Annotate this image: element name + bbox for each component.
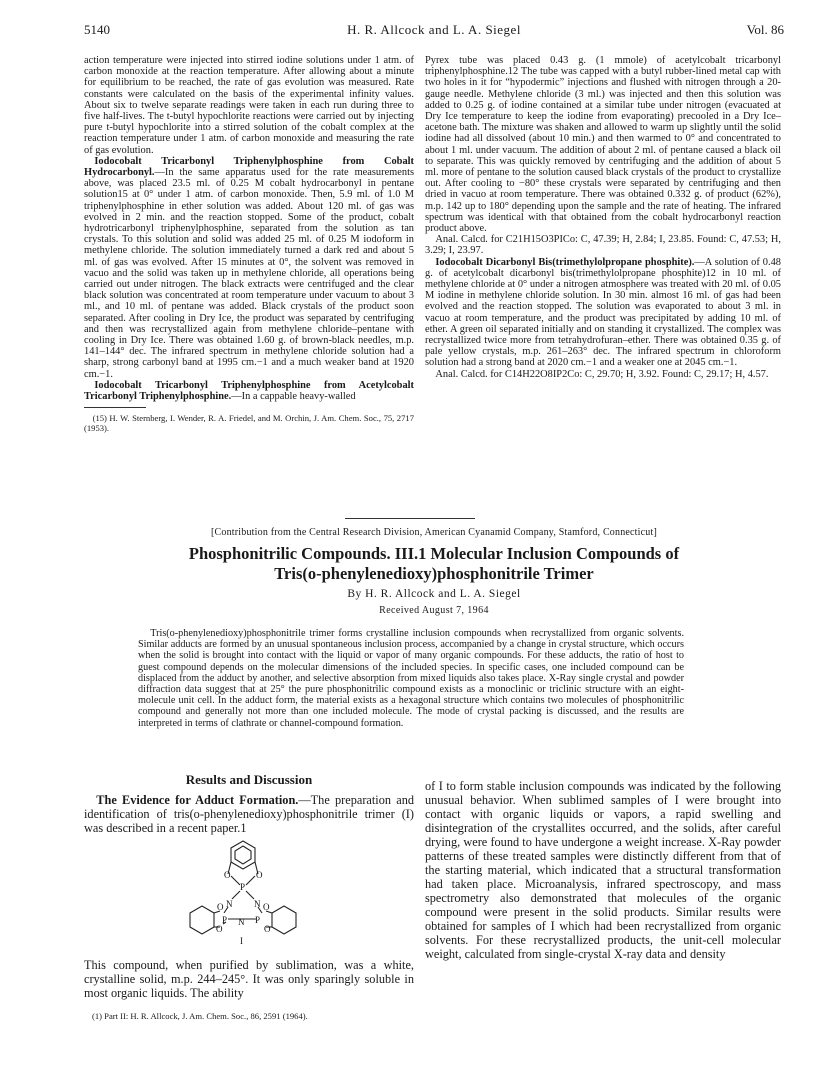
- volume-label: Vol. 86: [746, 22, 784, 37]
- atom-p1: P: [240, 882, 246, 892]
- contribution-line: [Contribution from the Central Research Division, American Cyanamid Company, Stamford, Connecticut]: [210, 527, 657, 538]
- left-paragraph-2: [84, 156, 414, 380]
- results-paragraph-2: This compound, when purified by sublimation, was a white, crystalline solid, m.p. 244–245°. It was only sparingly soluble in most organic liquids. The ability: [84, 958, 414, 1000]
- atom-n3: N: [238, 917, 245, 927]
- footnote-rule: [84, 407, 146, 408]
- results-intro-text: —The preparation and identification of tris(o-phenylenedioxy)phosphonitrile trimer (I) was described in a recent paper.1: [84, 793, 414, 835]
- atom-p3: P: [255, 915, 261, 925]
- footnote-1: (1) Part II: H. R. Allcock, J. Am. Chem. Soc., 86, 2591 (1964).: [92, 1011, 308, 1021]
- atom-n2: N: [254, 899, 261, 909]
- right-paragraph-2-analysis: Anal. Calcd. for C21H15O3PICo: C, 47.39; H, 2.84; I, 23.85. Found: C, 47.53; H, 3.29; I, 23.97.: [425, 234, 781, 257]
- results-intro-paragraph: [84, 793, 414, 835]
- running-header: [84, 22, 784, 40]
- results-intro: [84, 793, 414, 835]
- left-paragraph-3: [84, 380, 414, 402]
- left-paragraph-2-heading: Iodocobalt Tricarbonyl Triphenylphosphine from Cobalt Hydrocarbonyl.: [84, 155, 414, 179]
- footnote-15: (15) H. W. Sternberg, I. Wender, R. A. Friedel, and M. Orchin, J. Am. Chem. Soc., 75, 2717 (1953).: [84, 413, 414, 434]
- left-paragraph-2-body: —In the same apparatus used for the rate measurements above, was placed 23.5 ml. of 0.25 M cobalt hydrocarbonyl in pentane solution15 at 0° under 1 atm. of carbon monoxide. Then, 5.9 ml. of 1.0 M triphenylphosphine in ether solution was added. About 120 ml. of gas was evolved in 2 min. and the reaction stopped. Some of the product, cobalt hydrotricarbonyl triphenylphosphine, separated from the solution as tan crystals. To this solution and solid was added 25 ml. of 0.25 M iodoform in methylene chloride. The solution immediately turned a dark red and about 5 ml. of gas was evolved. After 15 minutes at 0°, the solvent was removed in vacuo and the solid was taken up in methylene chloride, all operations being carried out under nitrogen. The black extracts were centrifuged and the clear black solution was concentrated at room temperature under vacuum to about 3 ml., and 10 ml. of pentane was added. Black crystals of the product soon separated. After cooling in Dry Ice, the product was separated by centrifuging and then was recrystallized again from methylene chloride–pentane with cooling in Dry Ice. There was obtained 1.60 g. of brown-black needles, m.p. 141–144° dec. The infrared spectrum in methylene chloride solution had a sharp, strong carbonyl band at 1995 cm.−1 and a much weaker band at 1920 cm.−1.: [84, 167, 414, 380]
- atom-o2: O: [256, 870, 263, 880]
- atom-o4: O: [263, 902, 270, 912]
- right-column: [425, 55, 781, 380]
- atom-o1: O: [224, 870, 231, 880]
- atom-o6: O: [264, 924, 271, 934]
- right-paragraph-3: [425, 257, 781, 369]
- left-paragraph-3-body: —In a cappable heavy-walled: [231, 391, 356, 403]
- results-right-paragraph: of I to form stable inclusion compounds was indicated by the following unusual behavior. When sublimed samples of I were brought into contact with organic liquids or vapors, a rapid swelling and disintegration of the crystallites occurred, and the solids, after careful drying, were found to have undergone a weight increase. X-Ray powder patterns of these treated samples were distinctly different from that of the starting material, which indicated that a structural transformation had taken place. Microanalysis, infrared spectroscopy, and mass spectrometry also demonstrated that molecules of the organic compound were present in the solid products. Similar results were obtained for samples of I which had been recrystallized from organic solvents. For these recrystallized products, the unit-cell molecular weight, calculated from single-crystal X-ray data and density: [425, 779, 781, 961]
- left-paragraph-3-heading: Iodocobalt Tricarbonyl Triphenylphosphine from Acetylcobalt Tricarbonyl Triphenylphosphine.: [84, 379, 414, 403]
- received-date: Received August 7, 1964: [379, 605, 489, 616]
- results-subheading: The Evidence for Adduct Formation.: [96, 793, 299, 807]
- section-heading: Results and Discussion: [185, 772, 313, 787]
- atom-p2: P: [222, 915, 228, 925]
- abstract: Tris(o-phenylenedioxy)phosphonitrile trimer forms crystalline inclusion compounds when recrystallized from organic solvents. Similar adducts are formed by an unusual spontaneous inclusion process, accompanied by a change in crystal structure, which occurs when the solid is brought into contact with the liquid or vapor of many organic compounds. For these adducts, the ratio of host to guest compound depends on the molecular dimensions of the included species. In specific cases, one included compound can be displaced from the adduct by another, and selective absorption from mixed liquids also takes place. X-Ray single crystal and powder diffraction data suggest that at 25° the pure phosphonitrilic compound exists as a monoclinic or triclinic structure with an eight-molecule unit cell. In the adduct form, the material exists as a hexagonal structure which contains two molecules of phosphonitrilic compound and generally not more than one included molecule. The mode of crystal packing is discussed, and the results are interpreted in terms of clathrate or channel-compound formation.: [138, 628, 684, 729]
- results-right-text: [425, 779, 781, 961]
- right-paragraph-3-body: —A solution of 0.48 g. of acetylcobalt dicarbonyl bis(trimethylolpropane phosphite)12 in 10 ml. of methylene chloride at 0° under a nitrogen atmosphere was treated with 20 ml. of 0.05 M iodine in methylene chloride solution. In 30 min. almost 16 ml. of gas had been evolved and the reaction stopped. The solution was evaporated to about 3 ml. in vacuo at room temperature, and the product was precipitated by adding 10 ml. of ether. A green oil separated initially and on standing it crystallized. The complex was recrystallized twice more from tetrahydrofuran–ether. There was obtained 0.35 g. of pale yellow crystals, m.p. 261–263° dec. The infrared spectrum in chloroform solution had a strong band at 2020 cm.−1 and a weaker one at 2045 cm.−1.: [425, 256, 781, 369]
- top-benzene-inner: [235, 846, 251, 864]
- byline: By H. R. Allcock and L. A. Siegel: [347, 588, 521, 600]
- title-line-1: Phosphonitrilic Compounds. III.1 Molecular Inclusion Compounds of: [188, 544, 680, 563]
- right-paragraph-1: Pyrex tube was placed 0.43 g. (1 mmole) of acetylcobalt tricarbonyl triphenylphosphine.12 The tube was capped with a butyl rubber-lined metal cap with two holes in it for “hypodermic” injections and flushed with nitrogen through a 20-gauge needle. Methylene chloride (3 ml.) was injected and then this solution was added to 0.25 g. of iodine contained at a similar tube under nitrogen (evacuated at Dry Ice temperature to keep the iodine from evaporating) precooled in a Dry Ice–acetone bath. The mixture was shaken and allowed to warm up slightly until the solid iodine had all dissolved (about 10 min.) and then warmed to 0° and concentrated to about 1 ml. under vacuum. The addition of about 2 ml. of pentane caused a black oil to separate. This was quickly removed by centrifuging and the addition of about 5 ml. more of pentane to the solution caused black crystals of the product to crystallize out. After cooling to −80° these crystals were separated by centrifuging and then dried in vacuo at room temperature. There was obtained 0.332 g. of product (62%), m.p. 142 up to 180° depending upon the sample and the rate of heating. The infrared spectrum was identical with that obtained from the cobalt hydrocarbonyl reaction product above.: [425, 55, 781, 235]
- phosphonitrile-trimer-structure: [168, 837, 318, 947]
- atom-n1: N: [226, 899, 233, 909]
- left-benzene-ring: [190, 906, 214, 934]
- left-column: [84, 55, 414, 433]
- running-title: H. R. Allcock and L. A. Siegel: [347, 22, 521, 37]
- structure-label: I: [240, 936, 243, 946]
- right-benzene-ring: [272, 906, 296, 934]
- page-number: 5140: [84, 22, 110, 37]
- left-paragraph-1: action temperature were injected into stirred iodine solutions under 1 atm. of carbon monoxide at the reaction temperature. After allowing about a minute for equilibrium to be reached, the rate of gas evolution was measured. Rate constants were calculated on the basis of the experimental infinity values. About six to twelve separate readings were taken in each run during three to five half-lives. The t-butyl hypochlorite reactions were carried out by injecting pure t-butyl hypochlorite into a stirred solution of the cobalt complex at the reaction temperature under 1 atm. of carbon monoxide and measuring the rate of gas evolution.: [84, 55, 414, 156]
- right-paragraph-3-heading: Iodocobalt Dicarbonyl Bis(trimethylolpropane phosphite).: [435, 256, 695, 268]
- atom-o3: O: [217, 902, 224, 912]
- right-paragraph-4-analysis: Anal. Calcd. for C14H22O8IP2Co: C, 29.70; H, 3.92. Found: C, 29.17; H, 4.57.: [435, 368, 769, 380]
- results-left-text: [84, 958, 414, 1000]
- atom-o5: O: [216, 924, 223, 934]
- title-line-2: Tris(o-phenylenedioxy)phosphonitrile Trimer: [274, 564, 594, 583]
- article-separator: [345, 518, 475, 519]
- article-title: [84, 544, 784, 584]
